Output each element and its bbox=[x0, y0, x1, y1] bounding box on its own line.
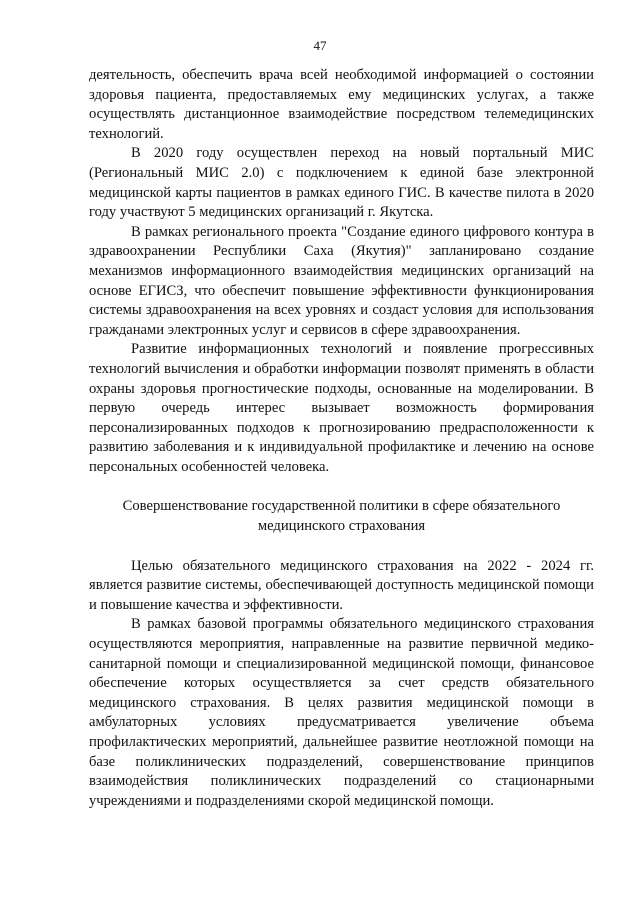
page-content bbox=[89, 66, 594, 811]
paragraph-continuation: деятельность, обеспечить врача всей необходимой информацией о состоянии здоровья пациента, предоставляемых ему медицинских услугах, а также осуществлять дистанционное взаимодействие посредством телемедицинских технологий. bbox=[89, 67, 594, 142]
page-number: 47 bbox=[313, 38, 327, 53]
paragraph-it-development: Развитие информационных технологий и появление прогрессивных технологий вычисления и обработки информации позволят применять в области охраны здоровья прогностические подходы, основанные на моделировании. В первую очередь интерес вызывает возможность формирования персонализированных подходов к прогнозированию предрасположенности к развитию заболевания и к индивидуальной профилактике и лечению на основе персональных особенностей человека. bbox=[89, 341, 594, 475]
section-heading: Совершенствование государственной политики в сфере обязательного медицинского страхования bbox=[122, 498, 561, 535]
paragraph-digital-contour: В рамках регионального проекта "Создание единого цифрового контура в здравоохранении Республики Саха (Якутия)" запланировано создание механизмов информационного взаимодействия медицинских организаций на основе ЕГИСЗ, что обеспечит повышение эффективности функционирования системы здравоохранения на всех уровнях и создаст условия для использования гражданами электронных услуг и сервисов в сфере здравоохранения. bbox=[89, 223, 594, 338]
paragraph-mis-transition: В 2020 году осуществлен переход на новый портальный МИС (Региональный МИС 2.0) с подключением к единой базе электронной медицинской карты пациентов в рамках единого ГИС. В качестве пилота в 2020 году участвуют 5 медицинских организаций г. Якутска. bbox=[89, 145, 594, 221]
paragraph-oms-goal: Целью обязательного медицинского страхования на 2022 - 2024 гг. является развитие системы, обеспечивающей доступность медицинской помощи и повышение качества и эффективности. bbox=[89, 557, 594, 613]
paragraph-oms-program: В рамках базовой программы обязательного медицинского страхования осуществляются мероприятия, направленные на развитие первичной медико-санитарной помощи и специализированной медицинской помощи, финансовое обеспечение которых осуществляется за счет средств обязательного медицинского страхования. В целях развития медицинской помощи в амбулаторных условиях предусматривается увеличение объема профилактических мероприятий, дальнейшее развитие неотложной помощи на базе поликлинических подразделений, совершенствование принципов взаимодействия поликлинических подразделений со стационарными учреждениями и подразделениями скорой медицинской помощи. bbox=[89, 616, 594, 809]
